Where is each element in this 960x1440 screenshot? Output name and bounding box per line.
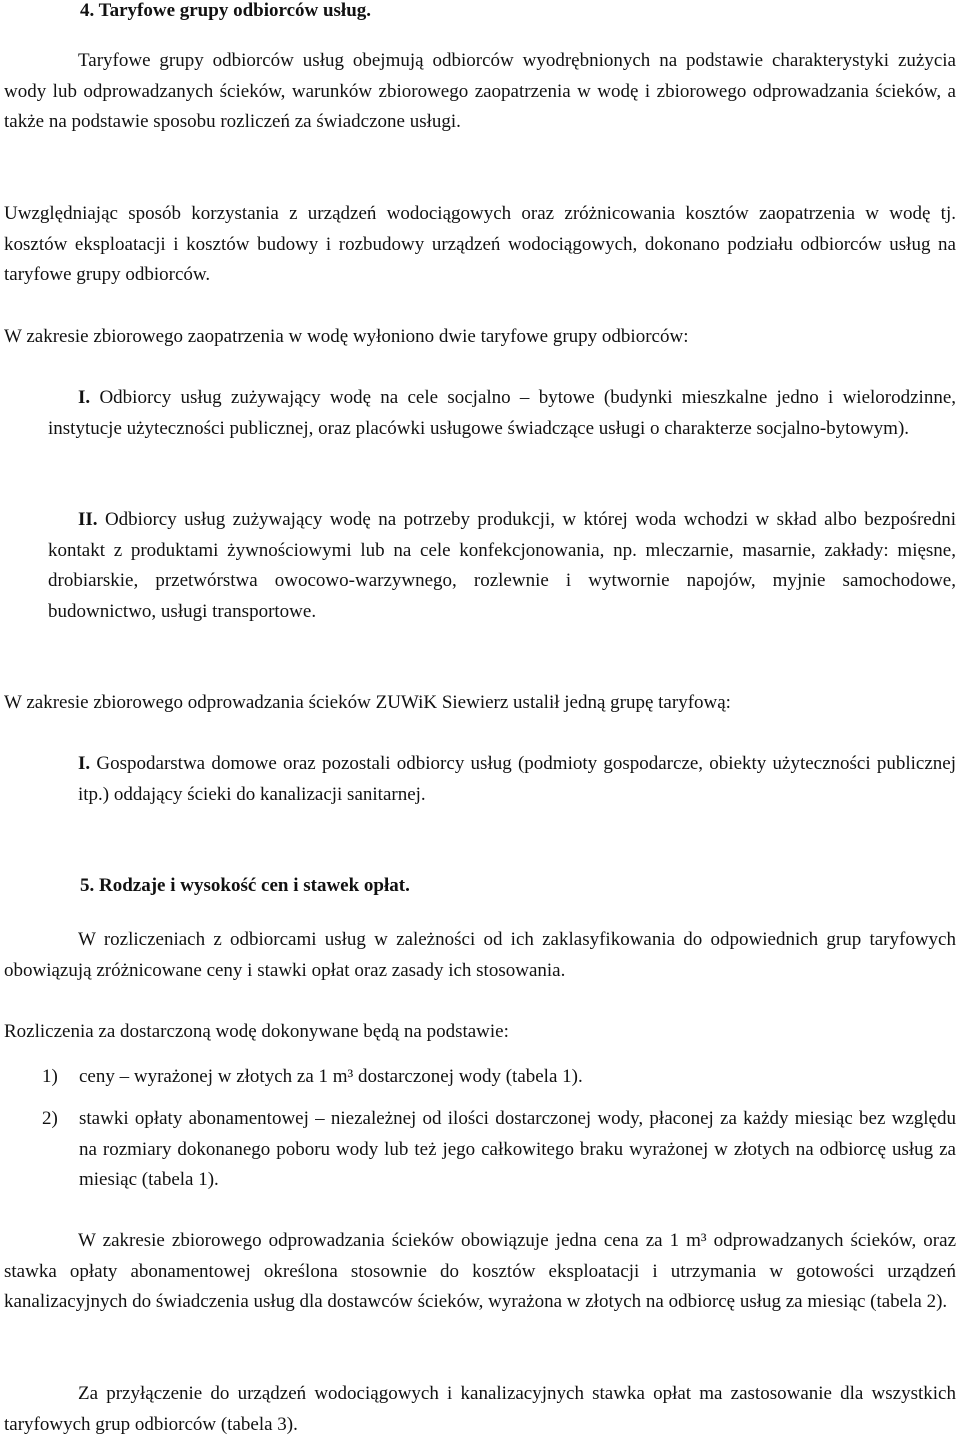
- section-5-paragraph-3: W zakresie zbiorowego odprowadzania ścieków obowiązuje jedna cena za 1 m³ odprowadzanych ścieków, oraz stawka opłaty abonamentowej określona stosownie do kosztów eksploatacji i utrzymania w gotowości urządzeń kanalizacyjnych do świadczenia usług dla dostawców ścieków, wyrażona w złotych na odbiorcę usług za miesiąc (tabela 2).: [4, 1230, 956, 1312]
- section-5-paragraph-4: Za przyłączenie do urządzeń wodociągowych i kanalizacyjnych stawka opłat ma zastosowanie dla wszystkich taryfowych grup odbiorców (tabela 3).: [4, 1383, 956, 1435]
- section-4-paragraph-1: Taryfowe grupy odbiorców usług obejmują odbiorców wyodrębnionych na podstawie charakterystyki zużycia wody lub odprowadzanych ścieków, warunków zbiorowego zaopatrzenia w wodę i zbiorowego odprowadzania ścieków, a także na podstawie sposobu rozliczeń za świadczone usługi.: [4, 50, 956, 132]
- list-item-number: 1): [42, 1066, 58, 1087]
- water-group-ii-text: Odbiorcy usług zużywający wodę na potrzeby produkcji, w której woda wchodzi w skład albo bezpośredni kontakt z produktami żywnościowymi lub na cele konfekcjonowania, np. mleczarnie, masarnie, zakłady: mięsne, drobiarskie, przetwórstwa owocowo-warzywnego, rozlewnie i wytwornie napojów, myjnie samochodowe, budownictwo, usługi transportowe.: [48, 509, 957, 622]
- list-item: [6, 1104, 956, 1196]
- water-group-i: [4, 383, 956, 444]
- section-4-paragraph-3: W zakresie zbiorowego zaopatrzenia w wodę wyłoniono dwie taryfowe grupy odbiorców:: [4, 326, 689, 347]
- section-4-paragraph-4: W zakresie zbiorowego odprowadzania ścieków ZUWiK Siewierz ustalił jedną grupę taryfową:: [4, 692, 731, 713]
- section-4-paragraph-2: Uwzględniając sposób korzystania z urządzeń wodociągowych oraz zróżnicowania kosztów zaopatrzenia w wodę tj. kosztów eksploatacji i kosztów budowy i rozbudowy urządzeń wodociągowych, dokonano podziału odbiorców usług na taryfowe grupy odbiorców.: [4, 203, 956, 285]
- section-4-heading: 4. Taryfowe grupy odbiorców usług.: [80, 0, 372, 21]
- sewer-group-i-text: Gospodarstwa domowe oraz pozostali odbiorcy usług (podmioty gospodarcze, obiekty użyteczności publicznej itp.) oddający ścieki do kanalizacji sanitarnej.: [78, 753, 957, 805]
- section-5-paragraph-2: Rozliczenia za dostarczoną wodę dokonywane będą na podstawie:: [4, 1021, 509, 1042]
- water-group-i-text: Odbiorcy usług zużywający wodę na cele socjalno – bytowe (budynki mieszkalne jedno i wielorodzinne, instytucje użyteczności publicznej, oraz placówki usługowe świadczące usługi o charakterze socjalno-bytowym).: [48, 387, 957, 439]
- water-group-ii-marker: II.: [78, 509, 98, 530]
- water-group-ii: [4, 505, 956, 627]
- section-5-heading: 5. Rodzaje i wysokość cen i stawek opłat.: [80, 875, 410, 896]
- list-item-number: 2): [42, 1108, 58, 1129]
- list-item-text: stawki opłaty abonamentowej – niezależnej od ilości dostarczonej wody, płaconej za każdy miesiąc bez względu na rozmiary dokonanego poboru wody lub też jego całkowitego braku wyrażonej w złotych na odbiorcę usług za miesiąc (tabela 1).: [79, 1108, 956, 1190]
- sewer-group-i: [4, 749, 956, 810]
- list-item-text: ceny – wyrażonej w złotych za 1 m³ dostarczonej wody (tabela 1).: [79, 1066, 583, 1087]
- section-5-paragraph-1: W rozliczeniach z odbiorcami usług w zależności od ich zaklasyfikowania do odpowiednich grup taryfowych obowiązują zróżnicowane ceny i stawki opłat oraz zasady ich stosowania.: [4, 929, 956, 981]
- sewer-group-i-marker: I.: [78, 753, 91, 774]
- list-item: [6, 1062, 956, 1093]
- water-group-i-marker: I.: [78, 387, 91, 408]
